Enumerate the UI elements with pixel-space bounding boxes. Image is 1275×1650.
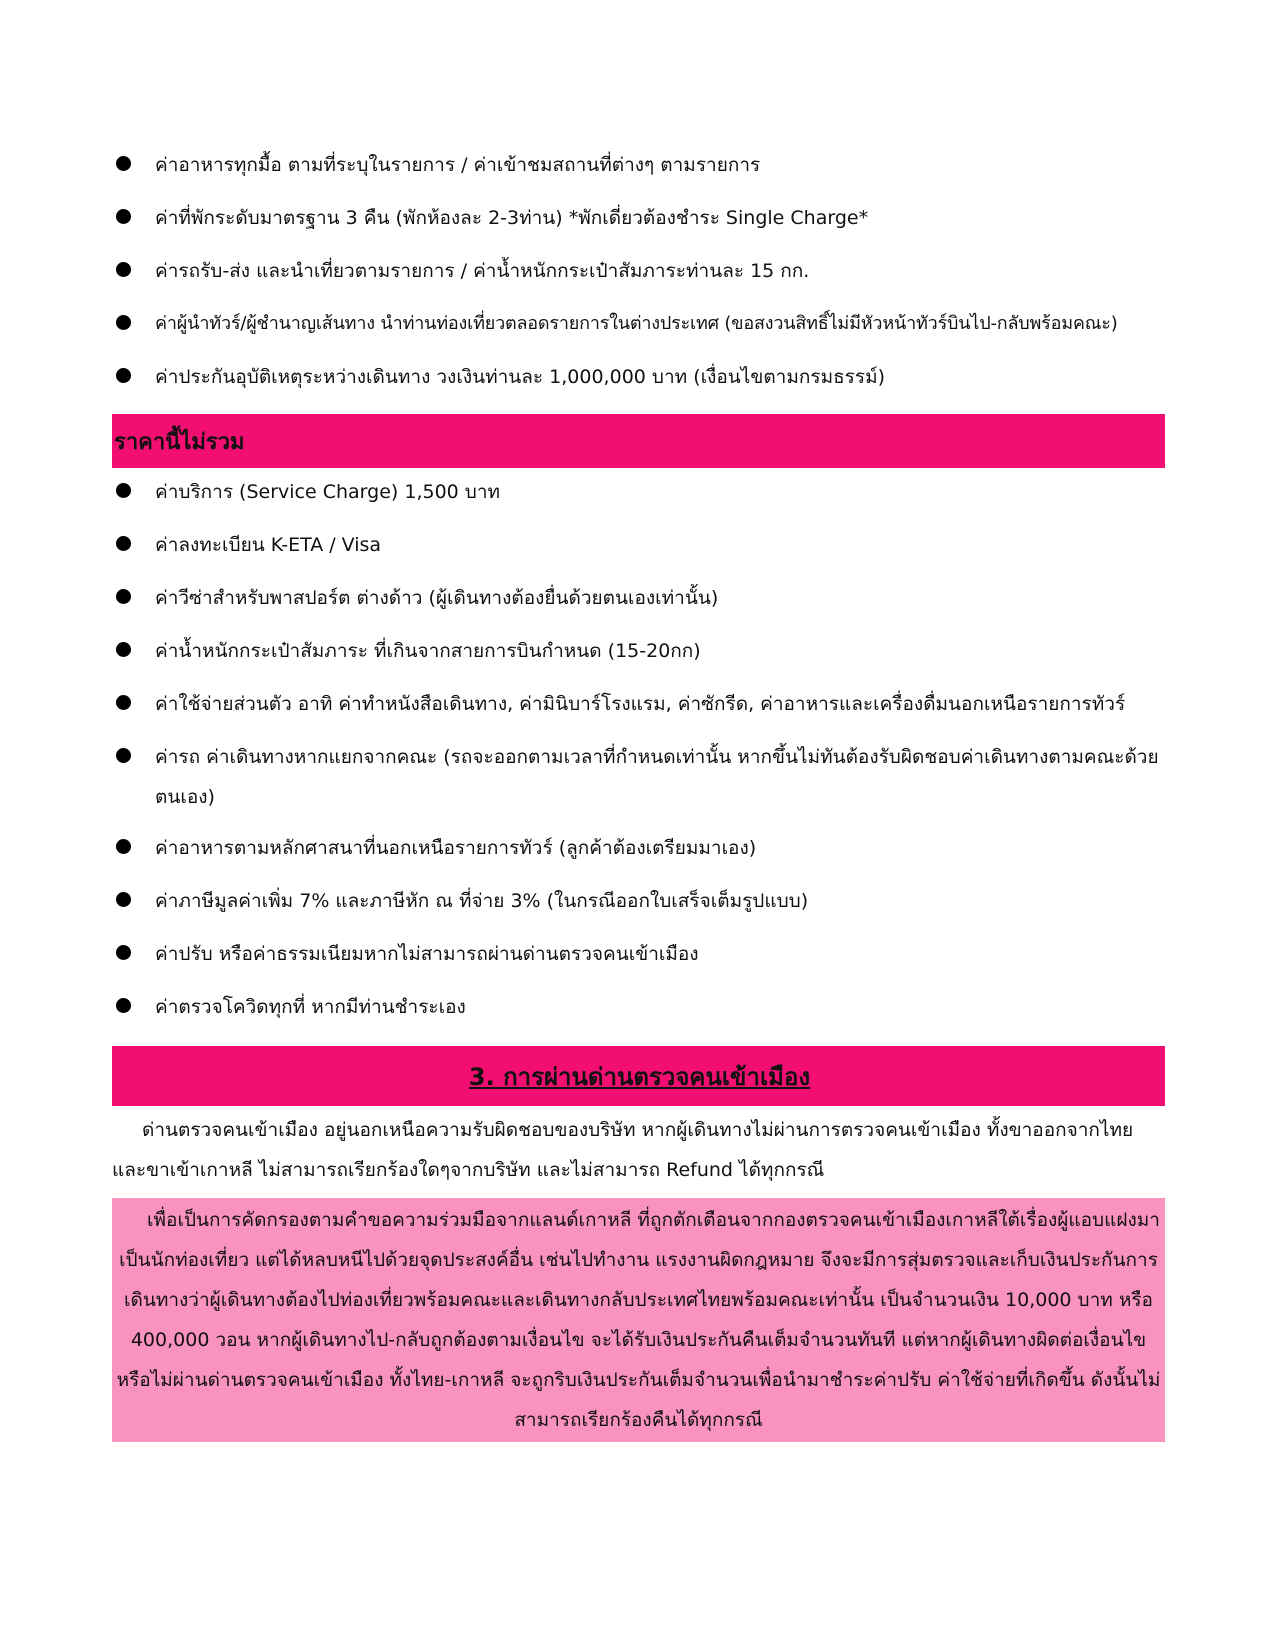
list-item xyxy=(112,145,1165,198)
list-item xyxy=(112,684,1165,737)
list-item xyxy=(112,251,1165,304)
bullet-icon xyxy=(116,589,131,604)
list-item-text: ค่าวีซ่าสำหรับพาสปอร์ต ต่างด้าว (ผู้เดินทางต้องยื่นด้วยตนเองเท่านั้น) xyxy=(155,587,719,609)
bullet-icon xyxy=(116,156,131,171)
bullet-icon xyxy=(116,839,131,854)
list-item xyxy=(112,631,1165,684)
list-item xyxy=(112,357,1165,410)
list-item-text: ค่าใช้จ่ายส่วนตัว อาทิ ค่าทำหนังสือเดินทาง, ค่ามินิบาร์โรงแรม, ค่าซักรีด, ค่าอาหารและเครื่องดื่มนอกเหนือรายการทัวร์ xyxy=(155,693,1126,715)
bullet-icon xyxy=(116,262,131,277)
bullet-icon xyxy=(116,315,131,330)
bullet-icon xyxy=(116,945,131,960)
bullet-icon xyxy=(116,748,131,763)
immigration-paragraph: ด่านตรวจคนเข้าเมือง อยู่นอกเหนือความรับผิดชอบของบริษัท หากผู้เดินทางไม่ผ่านการตรวจคนเข้าเมือง ทั้งขาออกจากไทย และขาเข้าเกาหลี ไม่สามารถเรียกร้องใดๆจากบริษัท และไม่สามารถ Refund ได้ทุกกรณี xyxy=(112,1119,1134,1181)
list-item xyxy=(112,198,1165,251)
list-item-text: ค่าปรับ หรือค่าธรรมเนียมหากไม่สามารถผ่านด่านตรวจคนเข้าเมือง xyxy=(155,943,699,965)
list-item xyxy=(112,987,1165,1040)
document-page xyxy=(112,145,1165,1442)
list-item-text: ค่าที่พักระดับมาตรฐาน 3 คืน (พักห้องละ 2-3ท่าน) *พักเดี่ยวต้องชำระ Single Charge* xyxy=(155,207,869,229)
list-item xyxy=(112,472,1165,525)
screening-note-text: เพื่อเป็นการคัดกรองตามคำขอความร่วมมือจากแลนด์เกาหลี ที่ถูกตักเตือนจากกองตรวจคนเข้าเมืองเกาหลีใต้เรื่องผู้แอบแฝงมาเป็นนักท่องเที่ยว แต่ได้หลบหนีไปด้วยจุดประสงค์อื่น เช่นไปทำงาน แรงงานผิดกฎหมาย จึงจะมีการสุ่มตรวจและเก็บเงินประกันการเดินทางว่าผู้เดินทางต้องไปท่องเที่ยวพร้อมคณะและเดินทางกลับประเทศไทยพร้อมคณะเท่านั้น เป็นจำนวนเงิน 10,000 บาท หรือ 400,000 วอน หากผู้เดินทางไป-กลับถูกต้องตามเงื่อนไข จะได้รับเงินประกันคืนเต็มจำนวนทันที แต่หากผู้เดินทางผิดต่อเงื่อนไข หรือไม่ผ่านด่านตรวจคนเข้าเมือง ทั้งไทย-เกาหลี จะถูกริบเงินประกันเต็มจำนวนเพื่อนำมาชำระค่าปรับ ค่าใช้จ่ายที่เกิดขึ้น ดังนั้นไม่สามารถเรียกร้องคืนได้ทุกกรณี xyxy=(116,1209,1161,1431)
list-item-text: ค่าประกันอุบัติเหตุระหว่างเดินทาง วงเงินท่านละ 1,000,000 บาท (เงื่อนไขตามกรมธรรม์) xyxy=(155,366,886,388)
list-item-text: ค่าตรวจโควิดทุกที่ หากมีท่านชำระเอง xyxy=(155,996,466,1018)
excluded-heading: ราคานี้ไม่รวม xyxy=(112,414,1165,468)
list-item-text: ค่าลงทะเบียน K-ETA / Visa xyxy=(155,534,382,556)
list-item-text: ค่าภาษีมูลค่าเพิ่ม 7% และภาษีหัก ณ ที่จ่าย 3% (ในกรณีออกใบเสร็จเต็มรูปแบบ) xyxy=(155,890,809,912)
bullet-icon xyxy=(116,536,131,551)
bullet-icon xyxy=(116,998,131,1013)
list-item-text: ค่าอาหารตามหลักศาสนาที่นอกเหนือรายการทัวร์ (ลูกค้าต้องเตรียมมาเอง) xyxy=(155,837,757,859)
bullet-icon xyxy=(116,695,131,710)
list-item-text: ค่าอาหารทุกมื้อ ตามที่ระบุในรายการ / ค่าเข้าชมสถานที่ต่างๆ ตามรายการ xyxy=(155,154,761,176)
list-item xyxy=(112,525,1165,578)
immigration-heading: 3. การผ่านด่านตรวจคนเข้าเมือง xyxy=(112,1046,1165,1106)
bullet-icon xyxy=(116,368,131,383)
list-item-text: ค่าน้ำหนักกระเป๋าสัมภาระ ที่เกินจากสายการบินกำหนด (15-20กก) xyxy=(155,640,701,662)
list-item xyxy=(112,578,1165,631)
list-item xyxy=(112,304,1165,357)
list-item-text: ค่ารถรับ-ส่ง และนำเที่ยวตามรายการ / ค่าน้ำหนักกระเป๋าสัมภาระท่านละ 15 กก. xyxy=(155,260,810,282)
list-item-text: ค่าบริการ (Service Charge) 1,500 บาท xyxy=(155,481,501,503)
bullet-icon xyxy=(116,209,131,224)
screening-note-box xyxy=(112,1198,1165,1442)
list-item xyxy=(112,737,1165,828)
excluded-list xyxy=(112,472,1165,1040)
list-item xyxy=(112,934,1165,987)
bullet-icon xyxy=(116,892,131,907)
list-item xyxy=(112,881,1165,934)
list-item xyxy=(112,828,1165,881)
bullet-icon xyxy=(116,483,131,498)
bullet-icon xyxy=(116,642,131,657)
list-item-text: ค่าผู้นำทัวร์/ผู้ชำนาญเส้นทาง นำท่านท่องเที่ยวตลอดรายการในต่างประเทศ (ขอสงวนสิทธิ์ไม่มีหัวหน้าทัวร์บินไป-กลับพร้อมคณะ) xyxy=(155,313,1118,334)
list-item-text: ค่ารถ ค่าเดินทางหากแยกจากคณะ (รถจะออกตามเวลาที่กำหนดเท่านั้น หากขึ้นไม่ทันต้องรับผิดชอบค่าเดินทางตามคณะด้วยตนเอง) xyxy=(155,746,1159,808)
included-list xyxy=(112,145,1165,410)
